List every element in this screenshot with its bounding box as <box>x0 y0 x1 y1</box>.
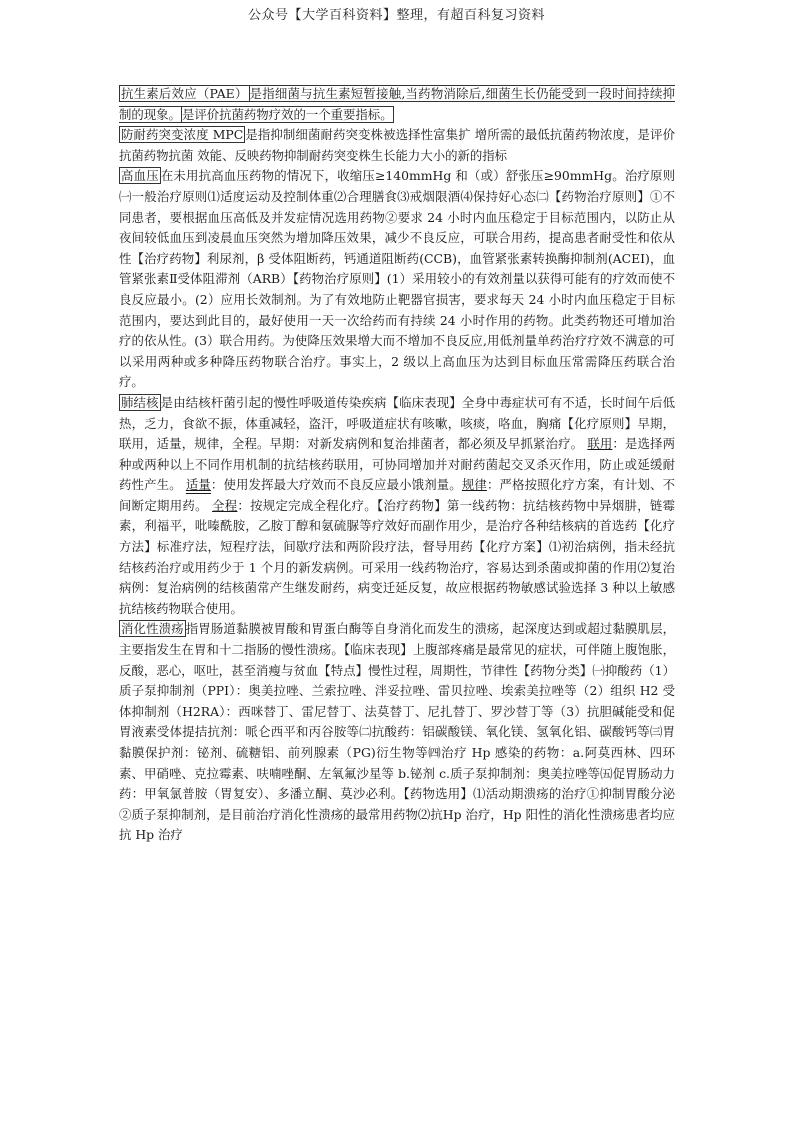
ulcer-text: 指胃肠道黏膜被胃酸和胃蛋白酶等自身消化而发生的溃疡，起深度达到或超过黏膜肌层，主要指发生在胃和十二指肠的慢性溃疡。【临床表现】上腹部疼痛是最常见的症状，可伴随上腹饱胀，反酸，恶心，呕吐，甚至消瘦与贫血【特点】慢性过程，周期性，节律性【药物分类】㈠抑酸药（1）质子泵抑制剂（PPI）：奥美拉唑、兰索拉唑、泮妥拉唑、雷贝拉唑、埃索美拉唑等（2）组织 H2 受体抑制剂（H2RA）：西咪替丁、雷尼替丁、法莫替丁、尼扎替丁、罗沙替丁等（3）抗胆碱能受和促胃液素受体提拮抗剂：哌仑西平和丙谷胺等㈡抗酸药：铝碳酸镁、氧化镁、氢氧化铝、碳酸钙等㈢胃黏膜保护剂：铋剂、硫糖铝、前列腺素（PG)衍生物等㈣治疗 Hp 感染的药物：a.阿莫西林、四环素、甲硝唑、克拉霉素、呋喃唑酮、左氧氟沙星等 b.铋剂 c.质子泵抑制剂：奥美拉唑等㈤促胃肠动力药：甲氧氯普胺（胃复安）、多潘立酮、莫沙必利。【药物选用】⑴活动期溃疡的治疗①抑制胃酸分泌②质子泵抑制剂，是目前治疗消化性溃疡的最常用药物⑵抗Hp 治疗，Hp 阳性的消化性溃疡患者均应抗 Hp 治疗 <box>119 621 676 843</box>
term-mpc: 防耐药突变浓度 MPC <box>121 127 244 143</box>
pae-note: 是评价抗菌药物疗效的一个重要指标。 <box>181 106 393 122</box>
pae-definition: 是指细菌与抗生素短暂接触,当药物消除后,细菌生长仍能受到一段时间持续抑制的现象。 <box>119 86 675 122</box>
term-ulcer: 消化性溃疡 <box>121 621 184 637</box>
tb-text-4: ：严格按照化疗方案，有计划、不间断定期用药。 <box>119 477 675 513</box>
tb-text-5: ：按规定完成全程化疗。【治疗药物】第一线药物：抗结核药物中异烟肼，链霉素，利福平，吡嗪酰胺，乙胺丁醇和氨硫脲等疗效好而副作用少，是治疗各种结核病的首选药【化疗方法】标准疗法，短程疗法，间歇疗法和两阶段疗法，督导用药【化疗方案】⑴初治病例，指未经抗结核药治疗或用药少于 1 个月的新发病例。可采用一线药物治疗，容易达到杀菌或抑菌的作用⑵复治病例：复治病例的结核菌常产生继发耐药，病变迁延反复，故应根据药物敏感试验选择 3 种以上敏感抗结核药物联合使用。 <box>119 497 675 616</box>
tb-text-2: ：是选择两种或两种以上不同作用机制的抗结核药联用，可协同增加并对耐药菌起交叉杀灭作用，防止或延缓耐药性产生。 <box>119 436 675 493</box>
document-body <box>119 84 675 846</box>
paragraph-pae <box>119 84 675 125</box>
tb-term-shiliang: 适量 <box>185 477 211 493</box>
page-header: 公众号【大学百科资料】整理，有超百科复习资料 <box>247 8 545 23</box>
tb-term-quancheng: 全程 <box>212 497 238 513</box>
mpc-definition: 是指抑制细菌耐药突变株被选择性富集扩 增所需的最低抗菌药物浓度，是评价抗菌药物抗菌 效能、反映药物抑制耐药突变株生长能力大小的新的指标 <box>119 127 675 163</box>
tb-term-lianyong: 联用 <box>587 436 613 452</box>
tb-text-1: 是由结核杆菌引起的慢性呼吸道传染疾病【临床表现】全身中毒症状可有不适，长时间午后低热，乏力，食欲不振，体重减轻，盗汗，呼吸道症状有咳嗽，咳痰，咯血，胸痛【化疗原则】早期，联用，适量，规律，全程。早期：对新发病例和复治排菌者，都必须及早抓紧治疗。 <box>119 394 676 452</box>
paragraph-ulcer <box>119 619 675 846</box>
term-tb: 肺结核 <box>121 394 159 410</box>
hypertension-text: 在未用抗高血压药物的情况下，收缩压≥140mmHg 和（或）舒张压≥90mmHg。治疗原则㈠一般治疗原则⑴适度运动及控制体重⑵合理膳食⑶戒烟限酒⑷保持好心态㈡【药物治疗原则】①不同患者，要根据血压高低及并发症情况选用药物②要求 24 小时内血压稳定于目标范围内，以防止从夜间较低血压到凌晨血压突然为增加降压效果，减少不良反应，可联合用药，提高患者耐受性和依从性【治疗药物】利尿剂，β 受体阻断药，钙通道阻断药(CCB)，血管紧张素转换酶抑制剂(ACEI)，血管紧张素Ⅱ受体阻滞剂（ARB）【药物治疗原则】(1）采用较小的有效剂量以获得可能有的疗效而使不良反应最小。(2）应用长效制剂。为了有效地防止靶器官损害，要求每天 24 小时内血压稳定于目标范围内，要达到此目的，最好使用一天一次给药而有持续 24 小时作用的药物。此类药物还可增加治疗的依从性。(3）联合用药。为使降压效果增大而不增加不良反应,用低剂量单药治疗疗效不满意的可以采用两种或多种降压药物联合治疗。事实上，2 级以上高血压为达到目标血压常需降压药联合治疗。 <box>119 168 676 390</box>
term-hypertension: 高血压 <box>121 168 159 184</box>
tb-text-3: ：使用发挥最大疗效而不良反应最小饿剂量。 <box>210 477 462 493</box>
term-pae: 抗生素后效应（PAE） <box>121 86 248 101</box>
paragraph-mpc <box>119 125 675 166</box>
tb-term-guilv: 规律 <box>461 477 487 493</box>
paragraph-hypertension <box>119 166 675 393</box>
paragraph-tb <box>119 393 675 620</box>
